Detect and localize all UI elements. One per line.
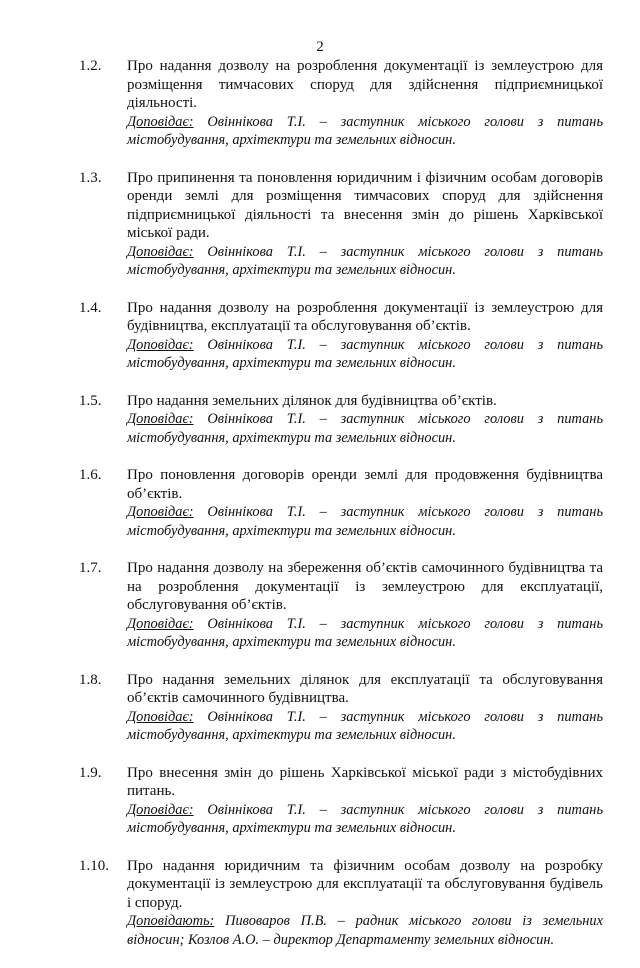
speaker-label: Доповідає: bbox=[127, 801, 194, 818]
page-number: 2 bbox=[316, 39, 324, 55]
speaker-text: Овіннікова Т.І. – заступник міського голови з питань містобудування, архітектури та земельних відносин. bbox=[127, 615, 603, 650]
speaker-label: Доповідає: bbox=[127, 113, 194, 130]
agenda-item-speaker bbox=[127, 410, 603, 447]
agenda-item bbox=[79, 764, 603, 838]
agenda-list bbox=[79, 57, 603, 968]
speaker-text: Овіннікова Т.І. – заступник міського голови з питань містобудування, архітектури та земельних відносин. bbox=[127, 504, 603, 539]
agenda-item-speaker bbox=[127, 801, 603, 838]
agenda-item-speaker bbox=[127, 503, 603, 540]
agenda-item-number: 1.8. bbox=[79, 671, 102, 688]
agenda-item-title: Про надання земельних ділянок для будівництва об’єктів. bbox=[127, 392, 497, 409]
agenda-item-speaker bbox=[127, 912, 603, 949]
agenda-item-body bbox=[127, 57, 603, 150]
agenda-item-title: Про надання земельних ділянок для експлуатації та обслуговування об’єктів самочинного будівництва. bbox=[127, 671, 603, 706]
speaker-label: Доповідає: bbox=[127, 504, 194, 520]
speaker-label: Доповідає: bbox=[127, 708, 194, 725]
agenda-item bbox=[79, 857, 603, 950]
agenda-item-title: Про надання дозволу на розроблення документації із землеустрою для будівництва, експлуатації та обслуговування об’єктів. bbox=[127, 299, 603, 334]
agenda-item-title: Про надання юридичним та фізичним особам дозволу на розробку документації із землеустрою для експлуатації та обслуговування будівель і споруд. bbox=[127, 857, 603, 911]
speaker-text: Овіннікова Т.І. – заступник міського голови з питань містобудування, архітектури та земельних відносин. bbox=[127, 243, 603, 278]
agenda-item bbox=[79, 169, 603, 280]
speaker-label: Доповідають: bbox=[127, 913, 215, 929]
speaker-label: Доповідає: bbox=[127, 336, 194, 353]
agenda-item-number: 1.10. bbox=[79, 857, 109, 874]
agenda-item-body bbox=[127, 169, 603, 280]
agenda-item-number: 1.9. bbox=[79, 764, 102, 781]
agenda-item-speaker bbox=[127, 113, 603, 150]
agenda-item-speaker bbox=[127, 336, 603, 373]
agenda-item-number: 1.2. bbox=[79, 58, 102, 74]
agenda-item-body bbox=[127, 857, 603, 950]
agenda-item-number: 1.7. bbox=[79, 560, 102, 576]
agenda-item-body bbox=[127, 671, 603, 745]
agenda-item-title: Про внесення змін до рішень Харківської міської ради з містобудівних питань. bbox=[127, 764, 603, 799]
agenda-item bbox=[79, 392, 603, 448]
speaker-label: Доповідає: bbox=[127, 411, 194, 427]
agenda-item bbox=[79, 671, 603, 745]
agenda-item-speaker bbox=[127, 615, 603, 652]
agenda-item-title: Про припинення та поновлення юридичним і фізичним особам договорів оренди землі для розміщення тимчасових споруд для здійснення підприємницької діяльності та внесення змін до рішень Харківської міської ради. bbox=[127, 169, 603, 241]
agenda-item-speaker bbox=[127, 243, 603, 280]
agenda-item bbox=[79, 559, 603, 652]
agenda-item-speaker bbox=[127, 708, 603, 745]
speaker-text: Овіннікова Т.І. – заступник міського голови з питань містобудування, архітектури та земельних відносин. bbox=[127, 801, 603, 836]
agenda-item-title: Про надання дозволу на збереження об’єктів самочинного будівництва та на розроблення документації із землеустрою для експлуатації, обслуговування об’єктів. bbox=[127, 560, 603, 613]
agenda-item-body bbox=[127, 392, 603, 448]
agenda-item bbox=[79, 466, 603, 540]
agenda-item bbox=[79, 57, 603, 150]
speaker-text: Овіннікова Т.І. – заступник міського голови з питань містобудування, архітектури та земельних відносин. bbox=[127, 336, 603, 371]
agenda-item-body bbox=[127, 299, 603, 373]
speaker-text: Овіннікова Т.І. – заступник міського голови з питань містобудування, архітектури та земельних відносин. bbox=[127, 708, 603, 743]
agenda-item-body bbox=[127, 466, 603, 540]
agenda-item-body bbox=[127, 559, 603, 652]
agenda-item-title: Про надання дозволу на розроблення документації із землеустрою для розміщення тимчасових споруд для здійснення підприємницької діяльності. bbox=[127, 58, 603, 111]
speaker-text: Пивоваров П.В. – радник міського голови із земельних відносин; Козлов А.О. – директор Департаменту земельних відносин. bbox=[127, 913, 603, 948]
speaker-label: Доповідає: bbox=[127, 243, 194, 260]
speaker-text: Овіннікова Т.І. – заступник міського голови з питань містобудування, архітектури та земельних відносин. bbox=[127, 113, 603, 148]
agenda-item-number: 1.5. bbox=[79, 392, 102, 409]
agenda-item-title: Про поновлення договорів оренди землі для продовження будівництва об’єктів. bbox=[127, 467, 603, 502]
speaker-text: Овіннікова Т.І. – заступник міського голови з питань містобудування, архітектури та земельних відносин. bbox=[127, 411, 603, 446]
agenda-item-number: 1.3. bbox=[79, 169, 102, 186]
speaker-label: Доповідає: bbox=[127, 615, 194, 632]
agenda-item-number: 1.6. bbox=[79, 467, 102, 483]
agenda-item-body bbox=[127, 764, 603, 838]
agenda-item-number: 1.4. bbox=[79, 299, 102, 316]
agenda-item bbox=[79, 299, 603, 373]
